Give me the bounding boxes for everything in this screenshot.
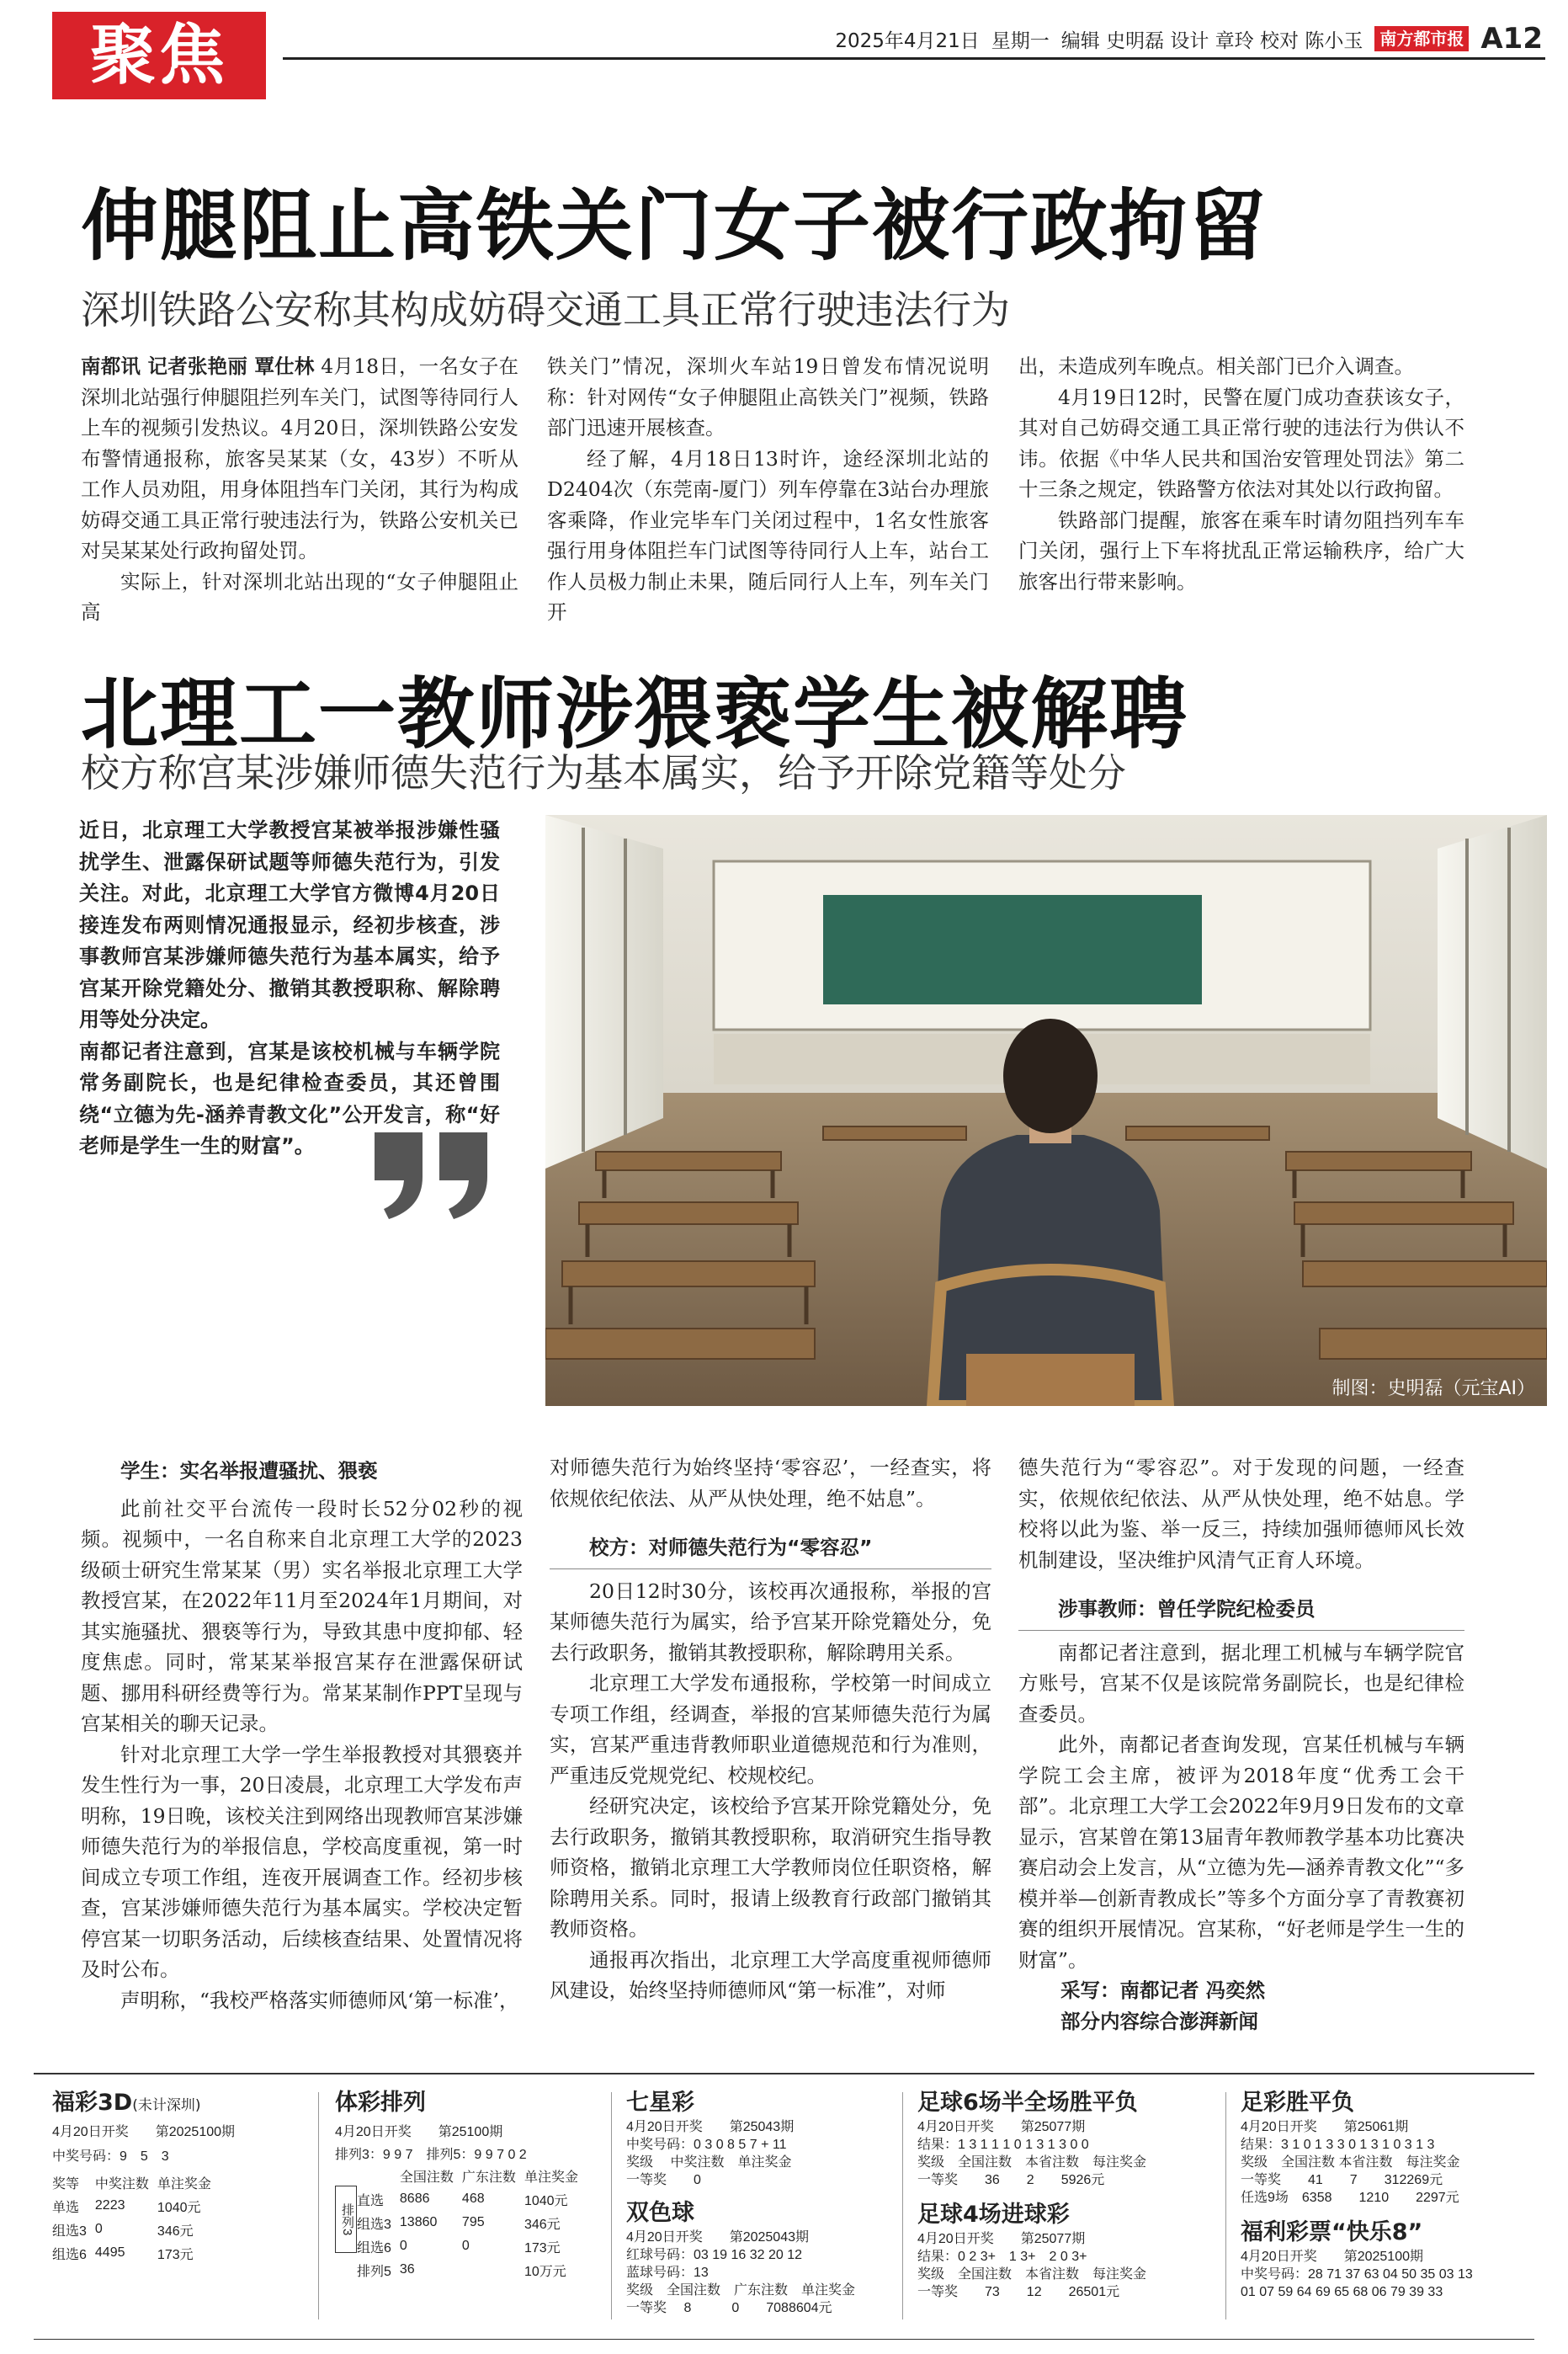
story2-col1 — [81, 1452, 523, 2016]
lottery-issue: 第25100期 — [438, 2125, 503, 2139]
fc3d-table — [52, 2170, 220, 2265]
paragraph: 实际上，针对深圳北站出现的“女子伸腿阻止高 — [81, 569, 518, 624]
paragraph: 铁关门”情况，深圳火车站19日曾发布情况说明称：针对网传“女子伸腿阻止高铁关门”视频，铁路部门迅速开展核查。 — [547, 354, 989, 439]
lottery-date: 4月20日开奖 — [335, 2125, 412, 2139]
paragraph: 20日12时30分，该校再次通报称，举报的宫某师德失范行为属实，给予宫某开除党籍处分，免去行政职务，撤销其教授职称，解除聘用关系。 — [550, 1579, 991, 1664]
paragraph: 南都记者注意到，据北理工机械与车辆学院官方账号，宫某不仅是该院常务副院长，也是纪律检查委员。 — [1018, 1640, 1464, 1726]
header-credits: 编辑 史明磊 设计 章玲 校对 陈小玉 — [1060, 29, 1363, 52]
lottery-numbers: 结果：0 2 3+ 1 3+ 2 0 3+ — [917, 2250, 1087, 2264]
lottery-line: 4月20日开奖 第25043期 — [626, 2120, 795, 2134]
lottery-line: 4月20日开奖 第25077期 — [917, 2120, 1086, 2134]
classroom-illustration — [545, 815, 1547, 1406]
lottery-numbers: 排列5：9 9 7 0 2 — [426, 2148, 527, 2162]
story2-subhead: 校方称宫某涉嫌师德失范行为基本属实，给予开除党籍等处分 — [81, 750, 1126, 796]
table-header: 广东注数 — [461, 2170, 516, 2185]
lottery-line: 4月20日开奖 第2025100期 — [1241, 2250, 1423, 2264]
table-row: 组选3 13860 795 346元 — [357, 2215, 561, 2232]
story1-subhead: 深圳铁路公安称其构成妨碍交通工具正常行驶违法行为 — [81, 287, 1010, 333]
table-row: 单选 2223 1040元 — [52, 2198, 201, 2215]
lottery-pl — [335, 2084, 613, 2282]
story1-byline: 南都讯 记者张艳丽 覃仕林 — [81, 354, 315, 378]
lottery-section — [0, 2084, 1568, 2336]
story2-lead — [79, 815, 500, 1163]
story1-headline: 伸腿阻止高铁关门女子被行政拘留 — [81, 181, 1268, 271]
paragraph: 此外，南都记者查询发现，宫某任机械与车辆学院工会主席，被评为2018年度“优秀工会干部”。北京理工大学工会2022年9月9日发布的文章显示，宫某曾在第13届青年教师教学基本功比赛决赛启动会上发言，从“立德为先—涵养青教文化”“多模并举—创新青教成长”等多个方面分享了青教赛初赛的组织开展情况。宫某称，“好老师是学生一生的财富”。 — [1018, 1733, 1464, 1972]
lottery-line: 一等奖 8 0 7088604元 — [626, 2301, 832, 2315]
page-header — [835, 22, 1543, 56]
lottery-numbers: 红球号码：03 19 16 32 20 12 — [626, 2248, 803, 2262]
lottery-numbers: 中奖号码：0 3 0 8 5 7 + 11 — [626, 2138, 787, 2152]
lottery-line: 一等奖 36 2 5926元 — [917, 2173, 1105, 2187]
lottery-football — [917, 2084, 1220, 2301]
paragraph: 铁路部门提醒，旅客在乘车时请勿阻挡列车车门关闭，强行上下车将扰乱正常运输秩序，给广大旅客出行带来影响。 — [1018, 508, 1464, 594]
bottom-rule — [34, 2339, 1534, 2340]
pl-side-label: 排列3 — [335, 2186, 357, 2253]
lottery-title: 足球4场进球彩 — [917, 2202, 1070, 2228]
table-header: 全国注数 — [399, 2170, 454, 2185]
paragraph: 北京理工大学发布通报称，学校第一时间成立专项工作组，经调查，举报的宫某师德失范行为属实，宫某严重违背教师职业道德规范和行为准则，严重违反党规党纪、校规校纪。 — [550, 1671, 991, 1787]
lottery-numbers: 结果：3 1 0 1 3 3 0 1 3 1 0 3 1 3 — [1241, 2138, 1435, 2152]
lottery-line: 任选9场 6358 1210 2297元 — [1241, 2191, 1459, 2205]
paragraph: 针对北京理工大学一学生举报教授对其猥亵并发生性行为一事，20日凌晨，北京理工大学发布声明称，19日晚，该校关注到网络出现教师宫某涉嫌师德失范行为的举报信息，学校高度重视，第一时间成立专项工作组，连夜开展调查工作。经初步核查，宫某涉嫌师德失范行为基本属实。学校决定暂停宫某一切职务活动，后续核查结果、处置情况将及时公布。 — [81, 1742, 523, 1981]
table-header: 单注奖金 — [157, 2176, 211, 2192]
section-tag: 聚焦 — [52, 12, 266, 99]
lottery-title: 体彩排列 — [335, 2090, 426, 2116]
lottery-line: 一等奖 0 — [626, 2173, 701, 2187]
column-divider — [1225, 2092, 1226, 2319]
header-rule — [283, 57, 1545, 60]
subheading: 校方：对师德失范行为“零容忍” — [550, 1532, 991, 1569]
header-date: 2025年4月21日 — [835, 29, 980, 52]
paragraph: 德失范行为“零容忍”。对于发现的问题，一经查实，依规依纪依法、从严从快处理，绝不姑息。学校将以此为鉴、举一反三，持续加强师德师风长效机制建设，坚决维护风清气正育人环境。 — [1018, 1456, 1464, 1572]
story1-col2 — [547, 351, 989, 628]
paragraph: 对师德失范行为始终坚持‘零容忍’，一经查实，将依规依纪依法、从严从快处理，绝不姑息”。 — [550, 1456, 991, 1510]
paragraph: 此前社交平台流传一段时长52分02秒的视频。视频中，一名自称来自北京理工大学的2023级硕士研究生常某某（男）实名举报北京理工大学教授宫某，在2022年11月至2024年1月期间，对其实施骚扰、猥亵等行为，导致其患中度抑郁、轻度焦虑。同时，常某某举报宫某存在泄露保研试题、挪用科研经费等行为。常某某制作PPT呈现与宫某相关的聊天记录。 — [81, 1496, 523, 1735]
paragraph: 4月18日，一名女子在深圳北站强行伸腿阻拦列车关门，试图等待同行人上车的视频引发热议。4月20日，深圳铁路公安发布警情通报称，旅客吴某某（女，43岁）不听从工作人员劝阻，用身体阻挡车门关闭，其行为构成妨碍交通工具正常行驶违法行为，铁路公安机关已对吴某某处行政拘留处罚。 — [81, 354, 518, 562]
lottery-line: 奖级 中奖注数 单注奖金 — [626, 2155, 792, 2170]
story2-col2 — [550, 1452, 991, 2006]
lottery-line: 4月20日开奖 第25061期 — [1241, 2120, 1409, 2134]
paragraph: 出，未造成列车晚点。相关部门已介入调查。 — [1018, 354, 1414, 378]
lottery-title: 足彩胜平负 — [1241, 2090, 1354, 2116]
pl-table — [357, 2164, 587, 2282]
lottery-line: 4月20日开奖 第2025043期 — [626, 2230, 809, 2245]
quote-mark-icon — [370, 1128, 497, 1224]
table-row: 组选6 0 0 173元 — [357, 2239, 561, 2255]
lottery-line: 奖级 全国注数 广东注数 单注奖金 — [626, 2283, 856, 2298]
lottery-line: 奖级 全国注数 本省注数 每注奖金 — [917, 2267, 1147, 2282]
lottery-issue: 第2025100期 — [155, 2125, 236, 2139]
table-header: 奖等 — [52, 2176, 80, 2192]
table-row: 直选 8686 468 1040元 — [357, 2192, 568, 2208]
story1-col1 — [81, 351, 518, 628]
lottery-numbers: 中奖号码：9 5 3 — [52, 2149, 169, 2164]
table-header: 中奖注数 — [94, 2176, 149, 2192]
lottery-line: 奖级 全国注数 本省注数 每注奖金 — [917, 2155, 1147, 2170]
lottery-line: 奖级 全国注数 本省注数 每注奖金 — [1241, 2155, 1460, 2170]
lottery-zc-kl8 — [1241, 2084, 1552, 2301]
lottery-numbers: 蓝球号码：13 — [626, 2266, 709, 2280]
lottery-numbers: 排列3：9 9 7 — [335, 2148, 413, 2162]
lottery-title: 足球6场半全场胜平负 — [917, 2090, 1138, 2116]
lottery-title: 福彩3D — [52, 2090, 133, 2116]
lottery-title: 七星彩 — [626, 2090, 694, 2116]
subheading: 涉事教师：曾任学院纪检委员 — [1018, 1594, 1464, 1631]
lottery-line: 4月20日开奖 第25077期 — [917, 2232, 1086, 2246]
lottery-title: 双色球 — [626, 2200, 694, 2226]
lottery-note: (未计深圳) — [132, 2097, 201, 2114]
table-header: 单注奖金 — [524, 2170, 578, 2185]
signature: 部分内容综合澎湃新闻 — [1060, 2009, 1258, 2033]
photo-credit: 制图：史明磊（元宝AI） — [1331, 1378, 1535, 1399]
lottery-title: 福利彩票“快乐8” — [1241, 2219, 1423, 2245]
header-weekday: 星期一 — [991, 29, 1050, 52]
lottery-qxc-ssq — [626, 2084, 904, 2317]
lottery-numbers: 01 07 59 64 69 65 68 06 79 39 33 — [1241, 2285, 1443, 2299]
subheading: 学生：实名举报遭骚扰、猥亵 — [120, 1459, 378, 1483]
lottery-numbers: 中奖号码：28 71 37 63 04 50 35 03 13 — [1241, 2267, 1473, 2282]
paper-logo: 南方都市报 — [1374, 26, 1469, 51]
paragraph: 通报再次指出，北京理工大学高度重视师德师风建设，始终坚持师德师风“第一标准”，对师 — [550, 1947, 991, 2002]
table-row: 排列5 36 10万元 — [357, 2262, 566, 2279]
lottery-top-rule — [34, 2073, 1534, 2074]
paragraph: 声明称，“我校严格落实师德师风‘第一标准’， — [120, 1988, 519, 2012]
paragraph: 经了解，4月18日13时许，途经深圳北站的D2404次（东莞南-厦门）列车停靠在3站台办理旅客乘降，作业完毕车门关闭过程中，1名女性旅客强行用身体阻拦车门试图等待同行人上车，站台工作人员极力制止未果，随后同行人上车，列车关门开 — [547, 446, 989, 624]
column-divider — [318, 2092, 319, 2319]
lead-paragraph: 南都记者注意到，宫某是该校机械与车辆学院常务副院长，也是纪律检查委员，其还曾围绕“立德为先-涵养青教文化”公开发言，称“好老师是学生一生的财富”。 — [79, 1039, 500, 1158]
signature: 采写：南都记者 冯奕然 — [1060, 1979, 1266, 2002]
column-divider — [611, 2092, 612, 2319]
paragraph: 4月19日12时，民警在厦门成功查获该女子，其对自己妨碍交通工具正常行驶的违法行为供认不讳。依据《中华人民共和国治安管理处罚法》第二十三条之规定，铁路警方依法对其处以行政拘留。 — [1018, 385, 1464, 501]
table-row: 组选3 0 346元 — [52, 2222, 194, 2239]
lead-paragraph: 近日，北京理工大学教授宫某被举报涉嫌性骚扰学生、泄露保研试题等师德失范行为，引发关注。对此，北京理工大学官方微博4月20日接连发布两则情况通报显示，经初步核查，涉事教师宫某涉嫌师德失范行为基本属实，给予宫某开除党籍处分、撤销其教授职称、解除聘用等处分决定。 — [79, 818, 500, 1031]
lottery-fc3d — [52, 2084, 313, 2265]
story1-col3 — [1018, 351, 1464, 597]
page-number: A12 — [1480, 22, 1543, 56]
story2-col3 — [1018, 1452, 1464, 2037]
lottery-line: 一等奖 73 12 26501元 — [917, 2285, 1120, 2299]
column-divider — [902, 2092, 903, 2319]
lottery-line: 一等奖 41 7 312269元 — [1241, 2173, 1443, 2187]
table-row: 组选6 4495 173元 — [52, 2245, 194, 2262]
lottery-numbers: 结果：1 3 1 1 1 0 1 3 1 3 0 0 — [917, 2138, 1089, 2152]
story2-headline: 北理工一教师涉猥亵学生被解聘 — [81, 669, 1189, 759]
lottery-date: 4月20日开奖 — [52, 2125, 129, 2139]
paragraph: 经研究决定，该校给予宫某开除党籍处分，免去行政职务，撤销其教授职称，取消研究生指导教师资格，撤销北京理工大学教师岗位任职资格，解除聘用关系。同时，报请上级教育行政部门撤销其教师资格。 — [550, 1794, 991, 1941]
